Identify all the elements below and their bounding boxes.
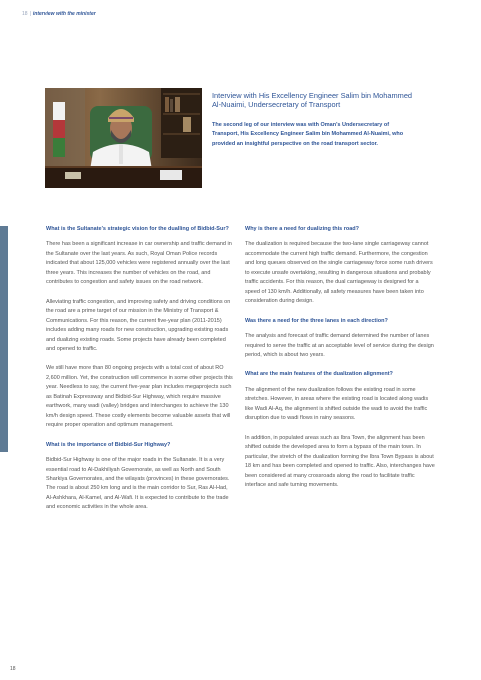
- interview-intro: The second leg of our interview was with Oman's Undersecretary of Transport, His Excellency Engineer Salim bin Mohammed Al-Nuaimi, who provided an insightful perspective on the road transport sector.: [212, 122, 404, 147]
- header-page-number: 18: [22, 11, 28, 17]
- answer-paragraph: The analysis and forecast of traffic demand determined the number of lanes required to serve the traffic at an acceptable level of service during the design period, which is about two years.: [245, 333, 434, 358]
- answer-paragraph: We still have more than 80 ongoing projects with a total cost of about RO 2,600 million. Yet, the construction will commence in some other projects this year. Needless to say, the current five-year plan includes megaprojects such as Batinah Expressway and Bidbid-Sur Highway, which require massive earthwork, many wadi (valley) bridges and interchanges to achieve the 130 km/h design speed. These costly elements become valuable assets that will require proper operation and optimum management.: [46, 365, 233, 429]
- answer-paragraph: The dualization is required because the two-lane single carriageway cannot accommodate the current high traffic demand. Furthermore, the congestion and long queues observed on the single carriageway force some rush drivers to execute unsafe overtaking, resulting in dangerous situations and probably traffic accidents. For this reason, the dual carriageway is designed for a speed of 130 km/h. Additionally, all safety measures have been taken into consideration during design.: [245, 241, 433, 305]
- running-header: [22, 11, 96, 17]
- left-column: [46, 225, 234, 523]
- answer-paragraph: Alleviating traffic congestion, and improving safety and driving conditions on the road are a prime target of our mission in the Ministry of Transport & Communications. For this reason, the current five-year plan (2011-2015) includes adding many roads for new construction, upgrading existing roads and dualizing existing roads. Some projects have already been completed and opened to traffic.: [46, 298, 231, 352]
- question-three-lanes: Was there a need for the three lanes in each direction?: [245, 317, 388, 324]
- side-accent-bar: [0, 226, 8, 452]
- answer-paragraph: In addition, in populated areas such as Ibra Town, the alignment has been shifted outside the developed area to form a bypass of the main town. In particular, the stretch of the dualization forming the Ibra Town Bypass is about 18 km and has been completed and opened to traffic. Also, interchanges have been considered at many crossroads along the road to facilitate traffic interface and safe turning movements.: [245, 434, 435, 488]
- header-separator: |: [29, 11, 31, 17]
- question-need-for-dualizing: Why is there a need for dualizing this road?: [245, 226, 359, 232]
- question-alignment-features: What are the main features of the dualization alignment?: [245, 371, 393, 378]
- answer-paragraph: The alignment of the new dualization follows the existing road in some stretches. However, in areas where the existing road is located along wadis like Wadi Al-Aq, the alignment is shifted outside the wadi to avoid the traffic disruption due to wadi flows in rainy seasons.: [245, 386, 429, 422]
- answer-paragraph: There has been a significant increase in car ownership and traffic demand in the Sultanate over the last years. As such, Royal Oman Police records indicated that about 125,000 vehicles were registered annually over the last three years. This increases the number of vehicles on the road, and contributes to congestion and safety issues on the road network.: [46, 241, 232, 286]
- interview-photo: [45, 88, 202, 188]
- interview-title: Interview with His Excellency Engineer Salim bin Mohammed Al-Nuaimi, Undersecretary of Transport: [212, 91, 413, 110]
- right-column: [245, 225, 435, 500]
- footer-page-number: 18: [10, 666, 16, 672]
- header-section-title: interview with the minister: [32, 11, 96, 17]
- question-highway-importance: What is the importance of Bidbid-Sur Highway?: [46, 441, 171, 448]
- portrait-image: [45, 88, 202, 188]
- question-strategic-vision: What is the Sultanate's strategic vision for the dualling of Bidbid-Sur?: [46, 226, 229, 232]
- answer-paragraph: Bidbid-Sur Highway is one of the major roads in the Sultanate. It is a very essential road to Al-Dakhiliyah Governorate, as well as North and South Sharkiya Governorates, and the wilayats (provinces) in these governorates. The road is about 250 km long and is the main corridor to Sur, Ras Al-Had, Al-Ashkhara, Al-Kamel, and Al-Wafi. It is expected to contribute to the trade and economic activities in the whole area.: [46, 457, 230, 511]
